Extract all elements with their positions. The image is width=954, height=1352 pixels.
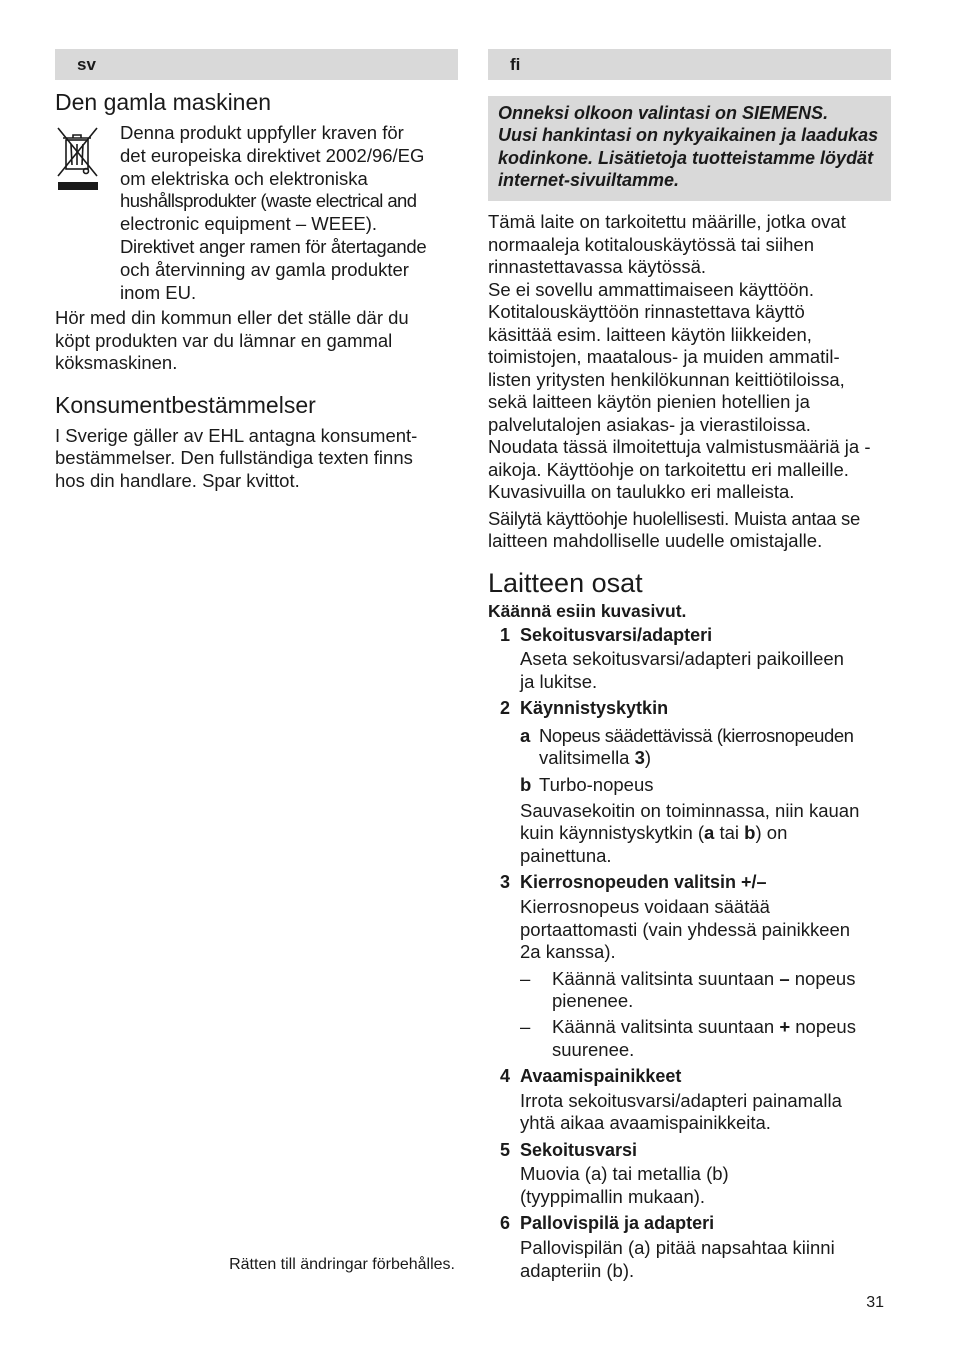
- sub-text-end: ): [644, 747, 652, 769]
- desc-bold-b: b: [744, 822, 756, 844]
- paragraph-line: bestämmelser. Den fullständiga texten finns: [55, 447, 413, 469]
- sub-text-line: Nopeus säädettävissä (kierrosnopeuden: [539, 724, 854, 746]
- dash-line2: pienenee.: [552, 990, 634, 1012]
- part-desc-line: Kierrosnopeus voidaan säätää: [520, 895, 770, 917]
- part-item-3: [488, 871, 891, 1061]
- part-description: [520, 800, 891, 868]
- weee-line: hushållsprodukter (waste electrical and: [120, 190, 417, 212]
- part-title: Avaamispainikkeet: [520, 1066, 682, 1087]
- parts-lead: Käännä esiin kuvasivut.: [488, 600, 687, 621]
- dash-line2: suurenee.: [552, 1038, 635, 1060]
- weee-block: [55, 122, 458, 304]
- part-title: Käynnistyskytkin: [520, 698, 669, 719]
- part-desc-line: adapteriin (b).: [520, 1259, 635, 1281]
- sub-text: Turbo-nopeus: [539, 774, 654, 796]
- paragraph-line: Kotitalouskäyttöön rinnastettava käyttö: [488, 301, 805, 323]
- sub-letter: a: [520, 724, 531, 746]
- desc-bold-a: a: [704, 822, 715, 844]
- paragraph-line: köpt produkten var du lämnar en gammal: [55, 329, 393, 351]
- paragraph-line: rinnastettavassa käytössä.: [488, 256, 706, 278]
- callout-line: Uusi hankintasi on nykyaikainen ja laadukas: [498, 125, 879, 146]
- part-title: Sekoitusvarsi/adapteri: [520, 624, 713, 645]
- paragraph-line: Kuvasivuilla on taulukko eri malleista.: [488, 481, 795, 503]
- part-desc-line: painettuna.: [520, 844, 612, 866]
- paragraph-line: hos din handlare. Spar kvittot.: [55, 469, 300, 491]
- part-item-1: [488, 624, 891, 694]
- part-desc-line: 2a kanssa).: [520, 941, 616, 963]
- dash-post: nopeus: [790, 1015, 856, 1037]
- dash-mark: –: [520, 967, 531, 989]
- page-number: 31: [866, 1294, 884, 1311]
- paragraph-line: Tämä laite on tarkoitettu määrille, jotka ovat: [488, 211, 846, 233]
- part-number: 6: [500, 1213, 511, 1234]
- paragraph-line: toimistojen, maatalous- ja muiden ammatil-: [488, 346, 840, 368]
- language-bar-fi: fi: [488, 49, 891, 80]
- paragraph-line: Säilytä käyttöohje huolellisesti. Muista antaa se: [488, 507, 860, 529]
- paragraph-line: sekä laitteen käytön pienien hotellien ja: [488, 391, 810, 413]
- dash-post: nopeus: [789, 967, 856, 989]
- part-title: Sekoitusvarsi: [520, 1139, 638, 1160]
- part-desc-line: Sauvasekoitin on toiminnassa, niin kauan: [520, 799, 860, 821]
- weee-line: inom EU.: [120, 281, 197, 303]
- heading-old-machine: Den gamla maskinen: [55, 89, 272, 115]
- weee-line: Denna produkt uppfyller kraven för: [120, 122, 404, 143]
- dash-pre: Käännä valitsinta suuntaan: [552, 1015, 780, 1037]
- congratulation-callout: [488, 96, 891, 201]
- part-desc-line: ja lukitse.: [520, 670, 598, 692]
- part-number: 3: [500, 872, 511, 893]
- paragraph-line: normaaleja kotitalouskäytössä tai siihen: [488, 233, 814, 255]
- weee-line: det europeiska direktivet 2002/96/EG: [120, 144, 425, 166]
- intro-paragraph: [488, 211, 891, 504]
- part-desc-line: Muovia (a) tai metallia (b): [520, 1163, 729, 1185]
- sub-text-line: valitsimella: [539, 747, 635, 769]
- part-desc-line: Pallovispilän (a) pitää napsahtaa kiinni: [520, 1236, 835, 1258]
- paragraph-line: listen yritysten henkilökunnan keittiötiloissa,: [488, 368, 845, 390]
- weee-text: [120, 122, 426, 304]
- left-column: [55, 49, 458, 492]
- callout-line: internet-sivuiltamme.: [498, 169, 680, 190]
- dash-mark: –: [520, 1015, 531, 1037]
- part-desc-line: Aseta sekoitusvarsi/adapteri paikoilleen: [520, 648, 844, 670]
- part-item-4: [488, 1065, 891, 1135]
- paragraph-line: laitteen mahdolliselle uudelle omistajalle.: [488, 530, 823, 552]
- weee-line: electronic equipment – WEEE).: [120, 213, 378, 235]
- disclaimer-text: Rätten till ändringar förbehålles.: [229, 1256, 455, 1273]
- weee-line: Direktivet anger ramen för återtagande: [120, 235, 427, 257]
- dash-pre: Käännä valitsinta suuntaan: [552, 967, 780, 989]
- paragraph-line: Hör med din kommun eller det ställe där du: [55, 307, 409, 329]
- paragraph-line: palvelutalojen asiakas- ja vierastiloissa.: [488, 413, 811, 435]
- dash-text: [552, 968, 891, 1013]
- part-title: Pallovispilä ja adapteri: [520, 1213, 715, 1234]
- desc-post: ) on: [755, 822, 788, 844]
- return-info-paragraph: [55, 307, 458, 375]
- right-column: [488, 49, 891, 1282]
- callout-line: kodinkone. Lisätietoja tuotteistamme löydät: [498, 147, 874, 168]
- language-bar-sv: sv: [55, 49, 458, 80]
- part-item-2: [488, 697, 891, 867]
- paragraph-line: Noudata tässä ilmoitettuja valmistusmääriä ja -: [488, 436, 871, 458]
- heading-parts: Laitteen osat: [488, 567, 643, 598]
- desc-pre: kuin käynnistyskytkin (: [520, 822, 705, 844]
- sub-text: [539, 725, 891, 770]
- dash-list: [520, 968, 891, 1061]
- sub-item-a: [520, 725, 891, 770]
- dash-bold: +: [779, 1015, 791, 1037]
- weee-line: om elektriska och elektroniska: [120, 167, 368, 189]
- part-desc-line: (tyyppimallin mukaan).: [520, 1185, 706, 1207]
- sub-item-b: [520, 774, 891, 797]
- callout-line: Onneksi olkoon valintasi on SIEMENS.: [498, 103, 829, 123]
- paragraph-line: käsittää esim. laitteen käytön liikkeiden,: [488, 323, 812, 345]
- heading-consumer-rules: Konsumentbestämmelser: [55, 391, 316, 418]
- part-number: 5: [500, 1139, 511, 1160]
- dash-item: [520, 1016, 891, 1061]
- paragraph-line: I Sverige gäller av EHL antagna konsument-: [55, 424, 418, 446]
- part-number: 1: [500, 624, 511, 645]
- part-number: 2: [500, 698, 511, 719]
- sub-text-bold: 3: [634, 747, 645, 769]
- dash-item: [520, 968, 891, 1013]
- weee-line: och återvinning av gamla produkter: [120, 258, 409, 280]
- part-number: 4: [500, 1066, 511, 1087]
- part-desc-line: portaattomasti (vain yhdessä painikkeen: [520, 918, 851, 940]
- paragraph-line: aikoja. Käyttöohje on tarkoitettu eri malleille.: [488, 458, 849, 480]
- consumer-rules-paragraph: [55, 425, 458, 493]
- part-title: Kierrosnopeuden valitsin +/–: [520, 872, 767, 893]
- sub-letter: b: [520, 774, 532, 796]
- part-item-6: [488, 1212, 891, 1282]
- part-desc-line: Irrota sekoitusvarsi/adapteri painamalla: [520, 1089, 842, 1111]
- part-desc-line: yhtä aikaa avaamispainikkeita.: [520, 1112, 771, 1134]
- desc-mid: tai: [714, 822, 745, 844]
- dash-text: [552, 1016, 891, 1061]
- dash-bold: –: [779, 967, 790, 989]
- keep-manual-paragraph: [488, 508, 891, 553]
- crossed-out-wheelie-bin-icon: [55, 122, 120, 304]
- paragraph-line: köksmaskinen.: [55, 352, 178, 374]
- part-item-5: [488, 1139, 891, 1209]
- part-desc-line: [520, 822, 891, 845]
- paragraph-line: Se ei sovellu ammattimaiseen käyttöön.: [488, 278, 814, 300]
